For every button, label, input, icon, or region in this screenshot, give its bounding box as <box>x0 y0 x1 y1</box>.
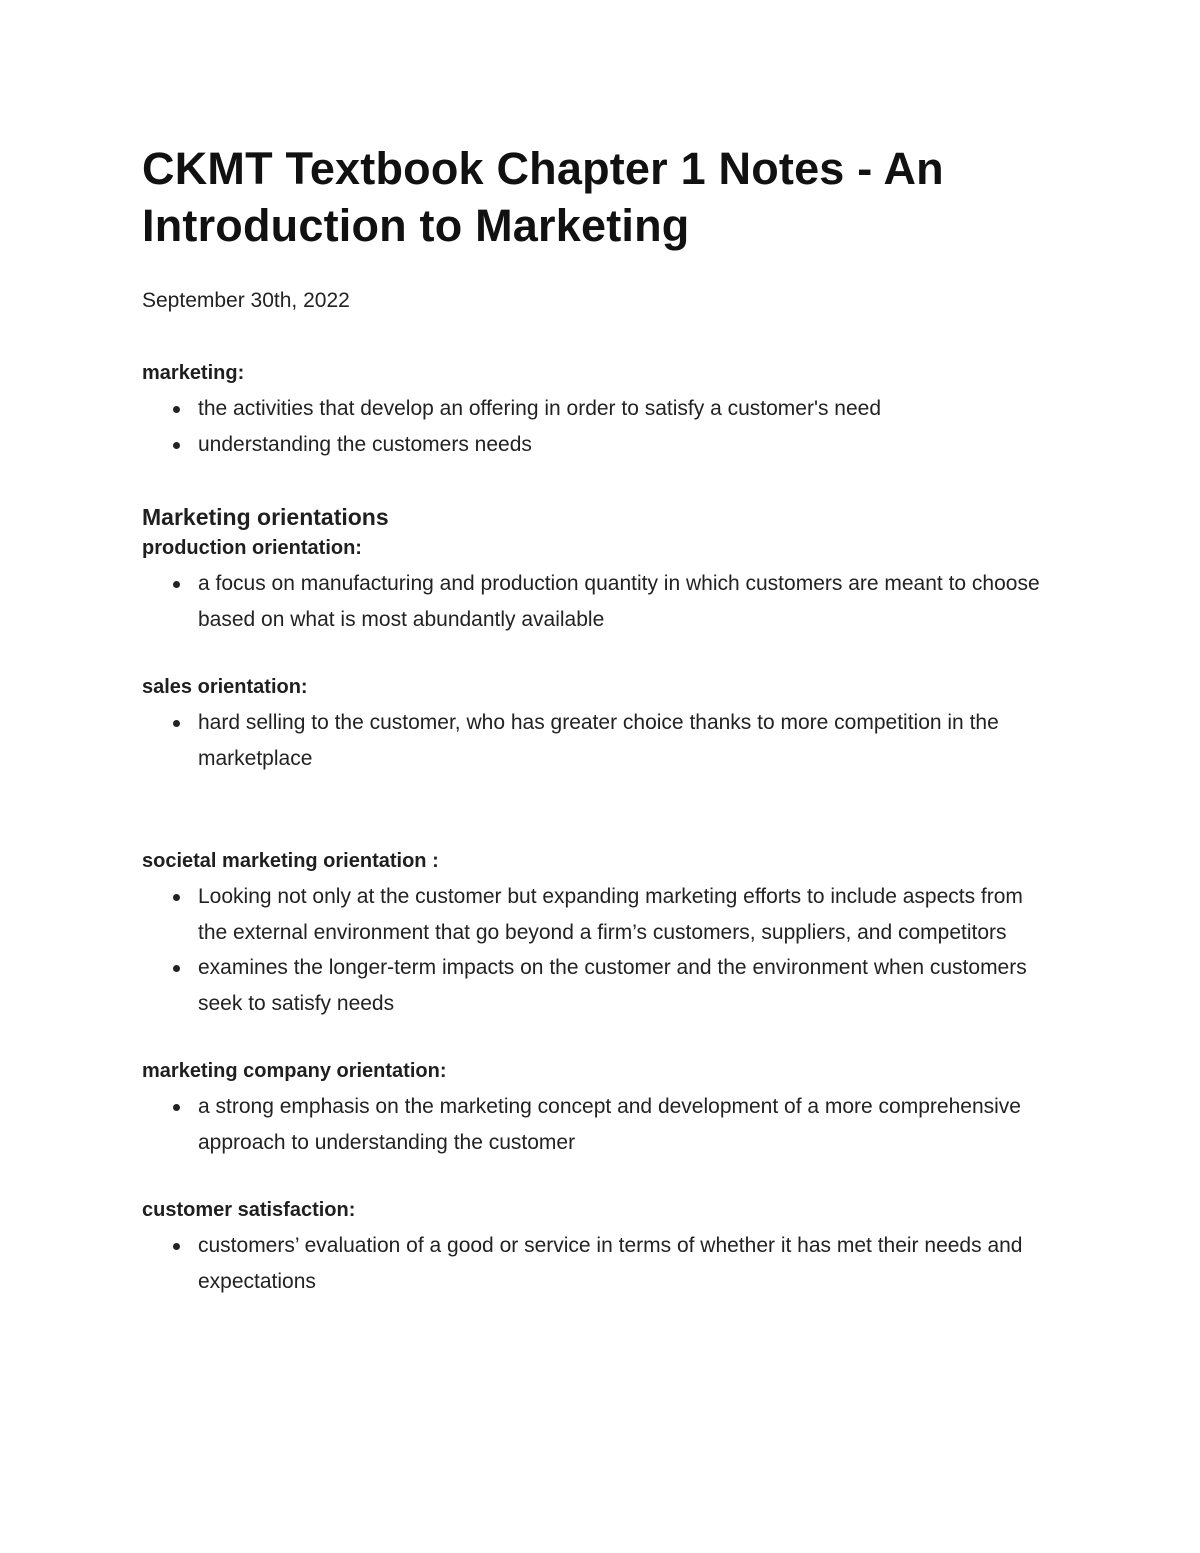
list-item-text: hard selling to the customer, who has greater choice thanks to more competition in the marketplace <box>198 711 999 770</box>
bullet-dot-icon <box>173 442 180 449</box>
term-marketing: marketing: <box>142 362 245 384</box>
satisfaction-bullet-list <box>142 1228 1052 1299</box>
bullet-dot-icon <box>173 1104 180 1111</box>
term-societal-marketing-orientation: societal marketing orientation : <box>142 850 439 872</box>
page-title: CKMT Textbook Chapter 1 Notes - An Introduction to Marketing <box>142 143 944 251</box>
section-heading-orientations: Marketing orientations <box>142 504 389 530</box>
term-sales-orientation: sales orientation: <box>142 676 308 698</box>
list-item-text: examines the longer-term impacts on the customer and the environment when customers seek to satisfy needs <box>198 956 1027 1015</box>
list-item <box>198 1228 1052 1299</box>
company-bullet-list <box>142 1089 1052 1160</box>
bullet-dot-icon <box>173 581 180 588</box>
list-item-text: Looking not only at the customer but expanding marketing efforts to include aspects from the external environment that go beyond a firm’s customers, suppliers, and competitors <box>198 885 1023 944</box>
list-item-text: a strong emphasis on the marketing concept and development of a more comprehensive approach to understanding the customer <box>198 1095 1021 1154</box>
bullet-dot-icon <box>173 1243 180 1250</box>
bullet-dot-icon <box>173 965 180 972</box>
list-item <box>198 427 1052 463</box>
term-marketing-company-orientation: marketing company orientation: <box>142 1060 447 1082</box>
list-item-text: understanding the customers needs <box>198 432 532 456</box>
term-production-orientation: production orientation: <box>142 537 362 559</box>
list-item-text: customers’ evaluation of a good or service in terms of whether it has met their needs and expectations <box>198 1234 1023 1293</box>
notes-page <box>142 140 1052 1299</box>
list-item <box>198 566 1052 637</box>
marketing-bullet-list <box>142 391 1052 462</box>
list-item <box>198 879 1052 950</box>
list-item-text: the activities that develop an offering in order to satisfy a customer's need <box>198 397 882 420</box>
list-item <box>198 705 1052 776</box>
note-date: September 30th, 2022 <box>142 289 350 312</box>
list-item <box>198 1089 1052 1160</box>
societal-bullet-list <box>142 879 1052 1021</box>
bullet-dot-icon <box>173 406 180 413</box>
sales-bullet-list <box>142 705 1052 776</box>
list-item <box>198 950 1052 1021</box>
bullet-dot-icon <box>173 894 180 901</box>
list-item-text: a focus on manufacturing and production quantity in which customers are meant to choose based on what is most abundantly available <box>198 572 1040 631</box>
term-customer-satisfaction: customer satisfaction: <box>142 1199 356 1221</box>
production-bullet-list <box>142 566 1052 637</box>
list-item <box>198 391 1052 427</box>
bullet-dot-icon <box>173 720 180 727</box>
